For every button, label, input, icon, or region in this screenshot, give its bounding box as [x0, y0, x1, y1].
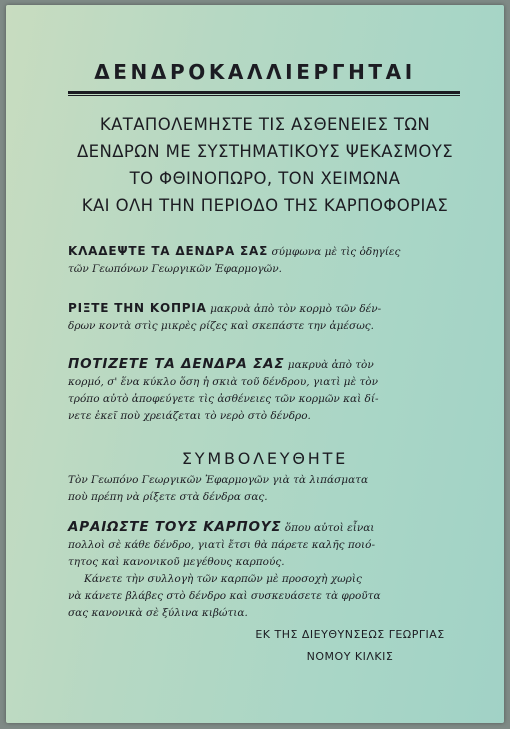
- headline-line: ΚΑΤΑΠΟΛΕΜΗΣΤΕ ΤΙΣ ΑΣΘΕΝΕΙΕΣ ΤΩΝ: [99, 115, 431, 134]
- paragraph-text: Τὸν Γεωπόνο Γεωργικῶν Ἐφαρμογῶν γιὰ τὰ λιπάσματα: [68, 474, 369, 486]
- paragraph-text: ὅπου αὐτοὶ εἶναι: [281, 522, 375, 534]
- paragraph-text: μακρυὰ ἀπὸ τὸν: [284, 359, 374, 371]
- paragraph-text: τρόπο αὐτὸ ἀποφεύγετε τὶς ἀσθένειες τῶν κορμῶν καὶ δί-: [68, 393, 379, 405]
- paragraph-text: τῶν Γεωπόνων Γεωργικῶν Ἐφαρμογῶν.: [68, 263, 282, 275]
- paragraph-lead: ΑΡΑΙΩΣΤΕ ΤΟΥΣ ΚΑΡΠΟΥΣ: [68, 519, 282, 535]
- paragraph-lead: ΠΟΤΙΖΕΤΕ ΤΑ ΔΕΝΔΡΑ ΣΑΣ: [68, 356, 285, 372]
- paragraph-text: μακρυὰ ἀπὸ τὸν κορμὸ τῶν δέν-: [206, 303, 382, 315]
- paragraph-text: κορμό, σ' ἕνα κύκλο ὅση ἡ σκιὰ τοῦ δένδρου, γιατὶ μὲ τὸν: [68, 376, 378, 388]
- paragraph-text: ποὺ πρέπη νὰ ρίξετε στὰ δένδρα σας.: [68, 491, 268, 503]
- paragraph-text: τητος καὶ κανονικοῦ μεγέθους καρπούς.: [68, 556, 285, 568]
- poster-title: ΔΕΝΔΡΟΚΑΛΛΙΕΡΓΗΤΑΙ: [94, 60, 416, 84]
- paragraph-thinning: [68, 519, 464, 622]
- headline: [0, 111, 510, 219]
- paragraph-lead: ΡΙΞΤΕ ΤΗΝ ΚΟΠΡΙΑ: [68, 301, 207, 315]
- title-underline-thick: [68, 91, 460, 94]
- paragraph-pruning: [68, 243, 464, 278]
- paragraph-text: νετε ἐκεῖ ποὺ χρειάζεται τὸ νερὸ στὸ δένδρο.: [68, 410, 311, 422]
- title-underline-thin: [68, 95, 460, 96]
- headline-line: ΤΟ ΦΘΙΝΟΠΩΡΟ, ΤΟΝ ΧΕΙΜΩΝΑ: [129, 169, 401, 188]
- paragraph-manure: [68, 300, 464, 335]
- paragraph-text: σύμφωνα μὲ τὶς ὁδηγίες: [268, 246, 401, 258]
- headline-line: ΚΑΙ ΟΛΗ ΤΗΝ ΠΕΡΙΟΔΟ ΤΗΣ ΚΑΡΠΟΦΟΡΙΑΣ: [81, 196, 449, 215]
- section-heading: ΣΥΜΒΟΛΕΥΘΗΤΕ: [181, 449, 349, 468]
- paragraph-watering: [68, 356, 464, 425]
- paragraph-text: σας κανονικὰ σὲ ξύλινα κιβώτια.: [68, 607, 248, 619]
- paragraph-lead: ΚΛΑΔΕΨΤΕ ΤΑ ΔΕΝΔΡΑ ΣΑΣ: [68, 244, 269, 258]
- paragraph-text: Κάνετε τὴν συλλογὴ τῶν καρπῶν μὲ προσοχὴ χωρὶς: [84, 573, 362, 585]
- signature-line: ΕΚ ΤΗΣ ΔΙΕΥΘΥΝΣΕΩΣ ΓΕΩΡΓΙΑΣ: [255, 628, 445, 641]
- paragraph-text: νὰ κάνετε βλάβες στὸ δένδρο καὶ συσκευάσετε τὰ φροῦτα: [68, 590, 381, 602]
- paragraph-consult: [68, 472, 464, 506]
- paragraph-text: πολλοὶ σὲ κάθε δένδρο, γιατὶ ἔτσι θὰ πάρετε καλῆς ποιό-: [68, 539, 376, 551]
- paragraph-text: δρων κοντὰ στὶς μικρὲς ρίζες καὶ σκεπάστε την ἀμέσως.: [68, 320, 374, 332]
- signature-line: ΝΟΜΟΥ ΚΙΛΚΙΣ: [306, 650, 394, 663]
- headline-line: ΔΕΝΔΡΩΝ ΜΕ ΣΥΣΤΗΜΑΤΙΚΟΥΣ ΨΕΚΑΣΜΟΥΣ: [76, 142, 454, 161]
